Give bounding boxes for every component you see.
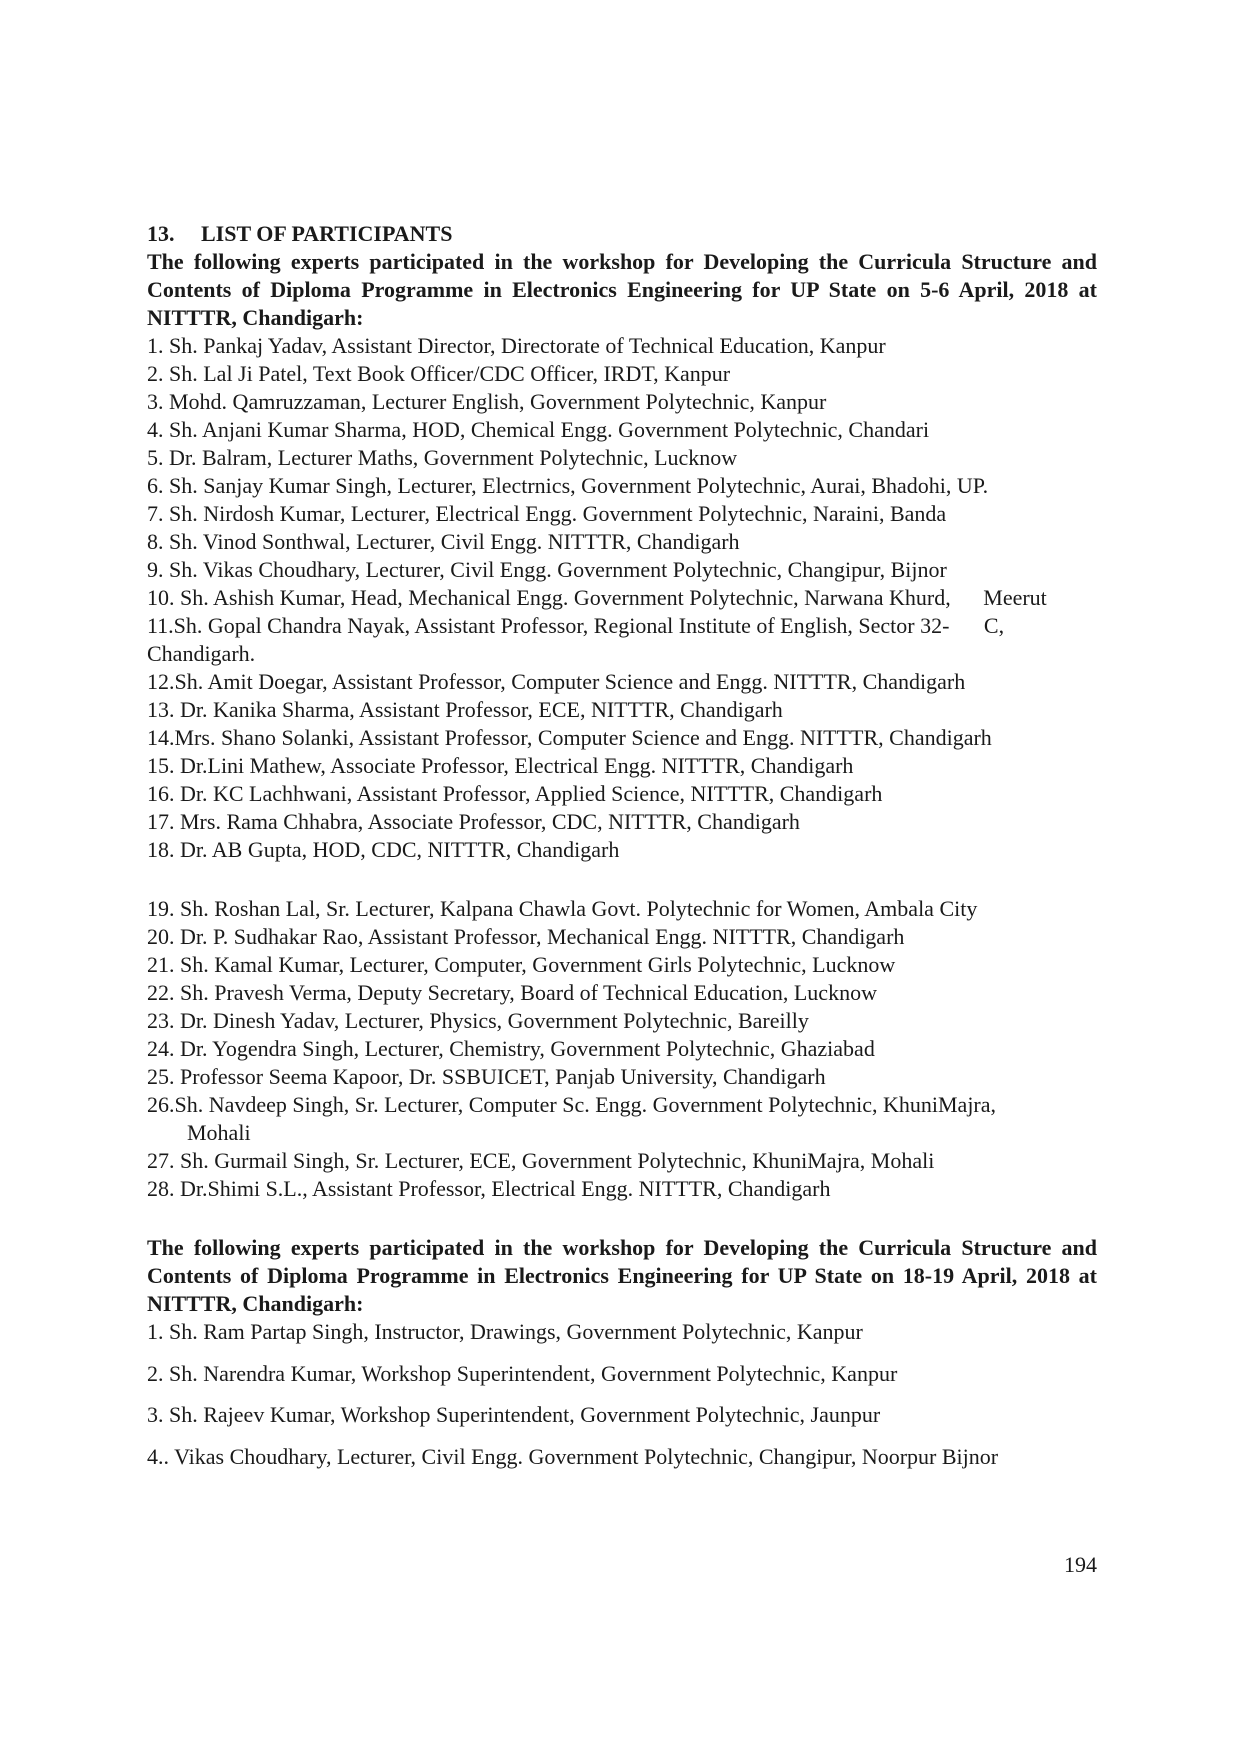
participant-item: 21. Sh. Kamal Kumar, Lecturer, Computer, Government Girls Polytechnic, Lucknow	[147, 952, 896, 977]
participant-item: 20. Dr. P. Sudhakar Rao, Assistant Professor, Mechanical Engg. NITTTR, Chandigarh	[147, 924, 905, 949]
section-title: LIST OF PARTICIPANTS	[201, 221, 453, 246]
page-number: 194	[1064, 1552, 1097, 1577]
participant-item: 15. Dr.Lini Mathew, Associate Professor, Electrical Engg. NITTTR, Chandigarh	[147, 753, 854, 778]
participant-item: 8. Sh. Vinod Sonthwal, Lecturer, Civil Engg. NITTTR, Chandigarh	[147, 529, 740, 554]
participant-item: 25. Professor Seema Kapoor, Dr. SSBUICET, Panjab University, Chandigarh	[147, 1064, 826, 1089]
page-content	[147, 220, 1097, 1484]
workshop2-intro: The following experts participated in the workshop for Developing the Curricula Structure and Contents of Diploma Programme in Electronics Engineering for UP State on 18-19 April, 2018 at NITTTR, Chandigarh:	[147, 1235, 1097, 1316]
participant-line: 11.Sh. Gopal Chandra Nayak, Assistant Professor, Regional Institute of English, Sector 32-	[147, 613, 950, 638]
participant-item: 14.Mrs. Shano Solanki, Assistant Professor, Computer Science and Engg. NITTTR, Chandigarh	[147, 725, 992, 750]
participant-item: 13. Dr. Kanika Sharma, Assistant Professor, ECE, NITTTR, Chandigarh	[147, 697, 783, 722]
participant-item: 2. Sh. Lal Ji Patel, Text Book Officer/CDC Officer, IRDT, Kanpur	[147, 361, 731, 386]
participant-item: 12.Sh. Amit Doegar, Assistant Professor, Computer Science and Engg. NITTTR, Chandigarh	[147, 669, 966, 694]
participant-item: 18. Dr. AB Gupta, HOD, CDC, NITTTR, Chandigarh	[147, 837, 620, 862]
participant-item: 23. Dr. Dinesh Yadav, Lecturer, Physics, Government Polytechnic, Bareilly	[147, 1008, 809, 1033]
participant-line-continued: C, Chandigarh.	[147, 613, 1005, 666]
participant-item: 28. Dr.Shimi S.L., Assistant Professor, Electrical Engg. NITTTR, Chandigarh	[147, 1176, 831, 1201]
participant-line-continued: Meerut	[983, 585, 1047, 610]
participant-item: 7. Sh. Nirdosh Kumar, Lecturer, Electrical Engg. Government Polytechnic, Naraini, Banda	[147, 501, 947, 526]
workshop2-participant-list	[147, 1318, 1097, 1471]
participant-item: 19. Sh. Roshan Lal, Sr. Lecturer, Kalpana Chawla Govt. Polytechnic for Women, Ambala City	[147, 896, 978, 921]
participant-item: 6. Sh. Sanjay Kumar Singh, Lecturer, Electrnics, Government Polytechnic, Aurai, Bhadohi, UP.	[147, 473, 989, 498]
participant-item: 16. Dr. KC Lachhwani, Assistant Professor, Applied Science, NITTTR, Chandigarh	[147, 781, 883, 806]
spacer	[147, 1203, 1097, 1234]
spacer	[147, 864, 1097, 895]
participant-item: 9. Sh. Vikas Choudhary, Lecturer, Civil Engg. Government Polytechnic, Changipur, Bijnor	[147, 557, 947, 582]
participant-item: 1. Sh. Ram Partap Singh, Instructor, Drawings, Government Polytechnic, Kanpur	[147, 1319, 863, 1344]
participant-item: 17. Mrs. Rama Chhabra, Associate Professor, CDC, NITTTR, Chandigarh	[147, 809, 800, 834]
participant-line: 26.Sh. Navdeep Singh, Sr. Lecturer, Computer Sc. Engg. Government Polytechnic, KhuniMajra,	[147, 1092, 997, 1117]
participant-item-wrapped	[147, 612, 1097, 668]
participant-item: 1. Sh. Pankaj Yadav, Assistant Director, Directorate of Technical Education, Kanpur	[147, 333, 886, 358]
participant-item-wrapped	[147, 584, 1097, 612]
section-number: 13.	[147, 221, 175, 246]
workshop1-intro: The following experts participated in the workshop for Developing the Curricula Structure and Contents of Diploma Programme in Electronics Engineering for UP State on 5-6 April, 2018 at NITTTR, Chandigarh:	[147, 249, 1097, 330]
participant-item: 4. Sh. Anjani Kumar Sharma, HOD, Chemical Engg. Government Polytechnic, Chandari	[147, 417, 930, 442]
participant-item: 27. Sh. Gurmail Singh, Sr. Lecturer, ECE, Government Polytechnic, KhuniMajra, Mohali	[147, 1148, 935, 1173]
participant-item: 22. Sh. Pravesh Verma, Deputy Secretary, Board of Technical Education, Lucknow	[147, 980, 877, 1005]
workshop1-participant-list	[147, 332, 1097, 864]
participant-item: 4.. Vikas Choudhary, Lecturer, Civil Engg. Government Polytechnic, Changipur, Noorpur Bijnor	[147, 1443, 999, 1469]
participant-item: 3. Mohd. Qamruzzaman, Lecturer English, Government Polytechnic, Kanpur	[147, 389, 827, 414]
participant-line: 10. Sh. Ashish Kumar, Head, Mechanical Engg. Government Polytechnic, Narwana Khurd,	[147, 585, 951, 610]
section-heading	[147, 220, 1097, 248]
workshop1-participant-list-continued	[147, 895, 1097, 1203]
participant-item: 5. Dr. Balram, Lecturer Maths, Government Polytechnic, Lucknow	[147, 445, 738, 470]
participant-item: 24. Dr. Yogendra Singh, Lecturer, Chemistry, Government Polytechnic, Ghaziabad	[147, 1036, 875, 1061]
participant-line-continued: Mohali	[187, 1120, 251, 1145]
participant-item-wrapped	[147, 1091, 1097, 1147]
participant-item: 2. Sh. Narendra Kumar, Workshop Superintendent, Government Polytechnic, Kanpur	[147, 1360, 898, 1386]
participant-item: 3. Sh. Rajeev Kumar, Workshop Superintendent, Government Polytechnic, Jaunpur	[147, 1402, 881, 1427]
